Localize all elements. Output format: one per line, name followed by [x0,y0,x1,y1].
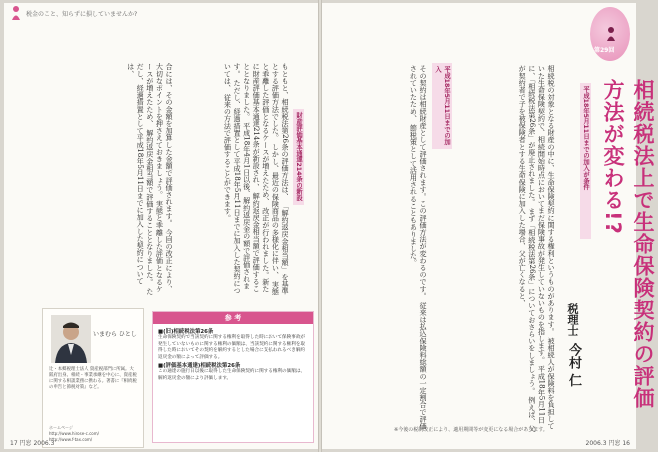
body-column-middle: 合には、その金額を加算した金額で評価されます。 今回の改正により、 大切なポイントを押さえておきましょう。 実態と乖離した評価となるケースが増えたため、 解約返戻金相当額で評価することとなりました。 ただし、経過措置として平成18年5月11日までに加入した契約については、 [126,63,174,295]
series-number: 第29回 [594,47,615,54]
series-figure-icon [605,25,617,43]
url-2[interactable]: http://www.f-tax.com/ [49,437,93,442]
author-name: 今村 仁 [566,343,581,387]
reference-text-2: この通達の施行日以後に取得した生命保険契約に関する権利の価額は、解約返戻金の額により評価します。 [158,369,306,381]
series-tag: 税金のこと、知らずに損していませんか? [26,11,138,18]
reference-title: 参 考 [153,312,313,324]
reference-text-1: 生命保険契約で当該契約に関する権利を取得した時において保険事故が発生していないものに関する権利の価額は、当該契約に関する権利を取得した時においてその契約を解約するとした場合に支払われるべき解約返戻金の額によって評価する。 [158,335,306,360]
reference-body [158,327,308,382]
url-label: ホームページ [49,425,73,430]
page-footer-right: 2006.3 円窓 16 [585,440,630,447]
author-profile-box [42,308,144,448]
right-page [322,3,655,449]
footnote: ※今後の税制改正により、適用期間等が変更になる場合があります。 [394,427,548,433]
author-bio: 辻・本郷税理士法人 資産税部門に所属。大阪府出身。相続・事業承継を中心に、資産税に関する相談業務に携わる。著書に『相続税の申告と節税対策』など。 [49,367,137,390]
author-urls [49,425,137,443]
subhead-2: 財産評価基本通達214条の新設 [293,109,304,205]
body-column-right-b: その契約は相続財産として評価されます。この評価方法が変わるのです。 従来は払込保険料総額の一定割合で評価されていたため、 節税策として活用されることもありました。 [409,65,428,430]
reference-heading-1: ■(旧)相続税法第26条 [158,329,214,335]
body-column-left: もともと、相続税法第26条の評価方法は、 「解約返戻金相当額」を基準とする評価方法でした。 しかし、最近の保険商品の多様化に伴い、 実態と乖離した評価となるケースが増えたため、 改正が行われました。新たに財産評価基本通達214条が新設され、 解約返戻金相当額で評価することとなりました。 平成18年4月1日以後、解約返戻金の額で評価されます。 ただし、経過措置として平成18年5月11日までに加入した契約については、 従来の方法で評価することができます。 [223,63,290,295]
url-1[interactable]: http://www.hirose-c.com/ [49,431,99,436]
reference-box [152,311,314,443]
article-subtitle: 平成18年5月11日までの加入が条件 [580,83,591,239]
author-title: 税理士 [566,303,579,336]
article-title: 相続税法上で生命保険契約の評価方法が変わる!? [601,79,655,409]
page-footer-left: 17 円窓 2006.3 [10,440,55,447]
subhead-1: 平成18年5月11日までの加入 [432,63,452,149]
left-page [4,3,318,449]
author-name-reading: いまむら ひとし [93,331,137,338]
pink-figure-icon [10,5,22,21]
author-photo [51,315,91,363]
body-column-right-a: 相続税の対象となる財産の中に、生命保険契約に関する権利というものがあります。 被相続人が保険料を負担していた生命保険契約で、相続開始時点においてまだ保険事故が発生していないものを指します。 平成18年5月11日に、「相続税法第26条」が廃止されました。 まず「相続税法第26条」についておさらいをしましょう。 例えば、父が契約者で子を被保険者とする生命保険に加入した場合、父が亡くなると、 [518,65,556,432]
reference-heading-2: ■(評価基本通達)相続税法第26条 [158,363,241,370]
